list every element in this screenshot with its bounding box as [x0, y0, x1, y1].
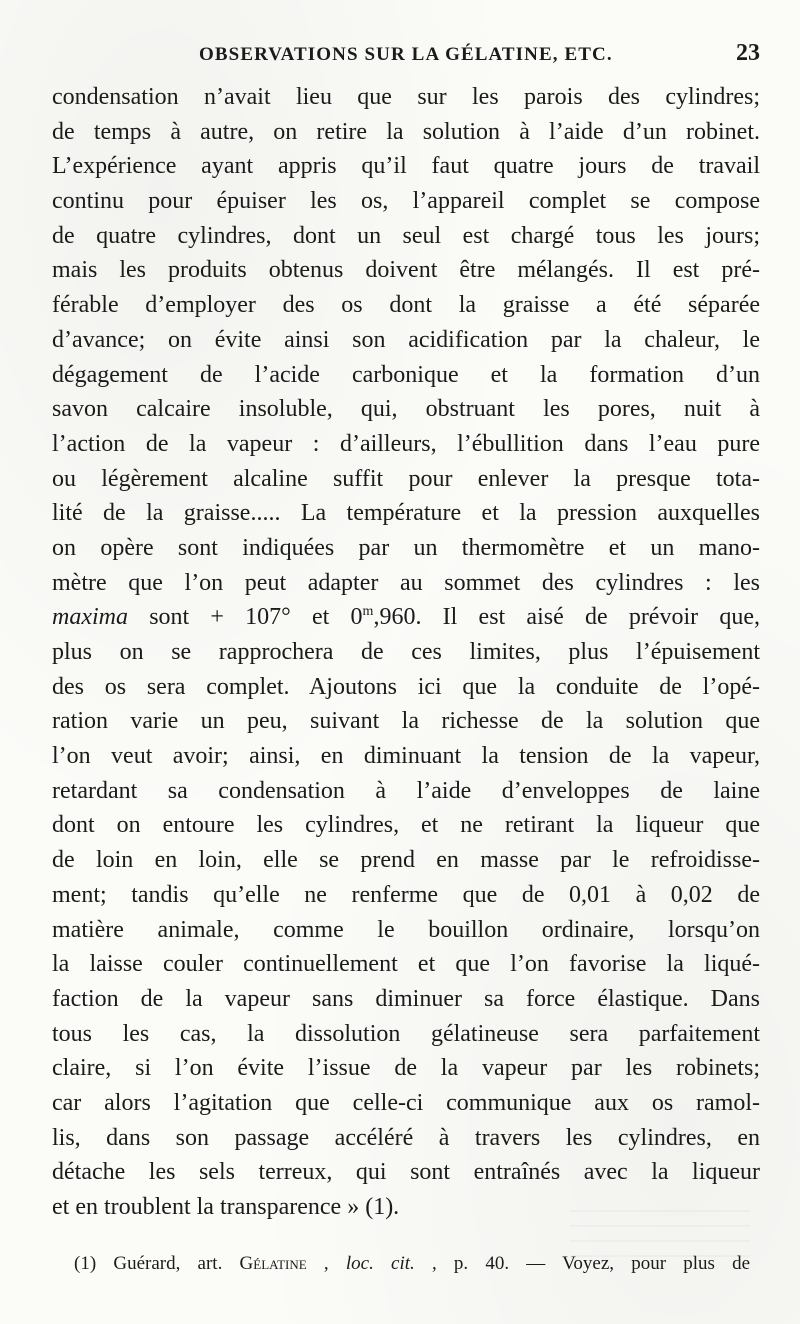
- footnote-author: Guérard, art.: [113, 1253, 223, 1274]
- text-line: maxima sont + 107° et 0$^m$,960. Il est aisé de prévoir que,: [52, 604, 760, 631]
- text-line: lis, dans son passage accéléré à travers les cylindres, en: [52, 1124, 760, 1151]
- text-line: on opère sont indiquées par un thermomètre et un mano-: [52, 534, 760, 561]
- text-line: et en troublent la transparence » (1).: [52, 1194, 400, 1220]
- text-line: mètre que l’on peut adapter au sommet des cylindres : les: [52, 569, 760, 596]
- text-line: mais les produits obtenus doivent être mélangés. Il est pré-: [52, 257, 760, 284]
- footnote-rest: , p. 40. — Voyez, pour plus de: [431, 1253, 751, 1274]
- body-text: [52, 80, 760, 1225]
- text-line: de quatre cylindres, dont un seul est chargé tous les jours;: [52, 222, 760, 249]
- footnote: (1) Guérard, art. Gélatine , loc. cit. , p. 40. — Voyez, pour plus de: [74, 1253, 751, 1274]
- text-line: férable d’employer des os dont la graisse a été séparée: [52, 292, 760, 319]
- text-line: des os sera complet. Ajoutons ici que la conduite de l’opé-: [52, 673, 760, 700]
- text-line: plus on se rapprochera de ces limites, plus l’épuisement: [52, 639, 760, 665]
- text-line: L’expérience ayant appris qu’il faut quatre jours de travail: [52, 153, 760, 180]
- text-line: d’avance; on évite ainsi son acidification par la chaleur, le: [52, 326, 760, 353]
- text-line: dégagement de l’acide carbonique et la formation d’un: [52, 361, 760, 388]
- text-line: claire, si l’on évite l’issue de la vapeur par les robinets;: [52, 1055, 760, 1082]
- text-line: ration varie un peu, suivant la richesse de la solution que: [52, 708, 760, 735]
- text-line: matière animale, comme le bouillon ordinaire, lorsqu’on: [52, 916, 760, 943]
- text-line: de loin en loin, elle se prend en masse par le refroidisse-: [52, 847, 760, 874]
- text-line: détache les sels terreux, qui sont entraînés avec la liqueur: [52, 1159, 760, 1186]
- footnote-marker: (1): [74, 1253, 97, 1274]
- text-line: l’action de la vapeur : d’ailleurs, l’ébullition dans l’eau pure: [52, 430, 760, 457]
- text-line: l’on veut avoir; ainsi, en diminuant la tension de la vapeur,: [52, 743, 760, 770]
- text-line: continu pour épuiser les os, l’appareil complet se compose: [52, 188, 760, 215]
- running-head: OBSERVATIONS SUR LA GÉLATINE, ETC.: [199, 44, 613, 65]
- footnote-article: Gélatine: [239, 1253, 307, 1274]
- text-line: de temps à autre, on retire la solution à l’aide d’un robinet.: [52, 118, 760, 145]
- text-line: ou légèrement alcaline suffit pour enlever la presque tota-: [52, 465, 760, 492]
- text-line: car alors l’agitation que celle-ci communique aux os ramol-: [52, 1089, 760, 1116]
- page-number: 23: [736, 40, 760, 66]
- footnote-citation: loc. cit.: [345, 1253, 415, 1274]
- text-line: retardant sa condensation à l’aide d’enveloppes de laine: [52, 777, 760, 804]
- text-line: savon calcaire insoluble, qui, obstruant les pores, nuit à: [52, 396, 760, 423]
- text-line: condensation n’avait lieu que sur les parois des cylindres;: [52, 84, 760, 110]
- text-line: tous les cas, la dissolution gélatineuse sera parfaitement: [52, 1020, 760, 1047]
- text-line: faction de la vapeur sans diminuer sa force élastique. Dans: [52, 985, 760, 1012]
- text-line: lité de la graisse..... La température et la pression auxquelles: [52, 500, 760, 527]
- text-line: la laisse couler continuellement et que l’on favorise la liqué-: [52, 951, 760, 978]
- page-header: [54, 40, 760, 76]
- text-line: ment; tandis qu’elle ne renferme que de 0,01 à 0,02 de: [52, 881, 760, 908]
- text-line: dont on entoure les cylindres, et ne retirant la liqueur que: [52, 812, 760, 839]
